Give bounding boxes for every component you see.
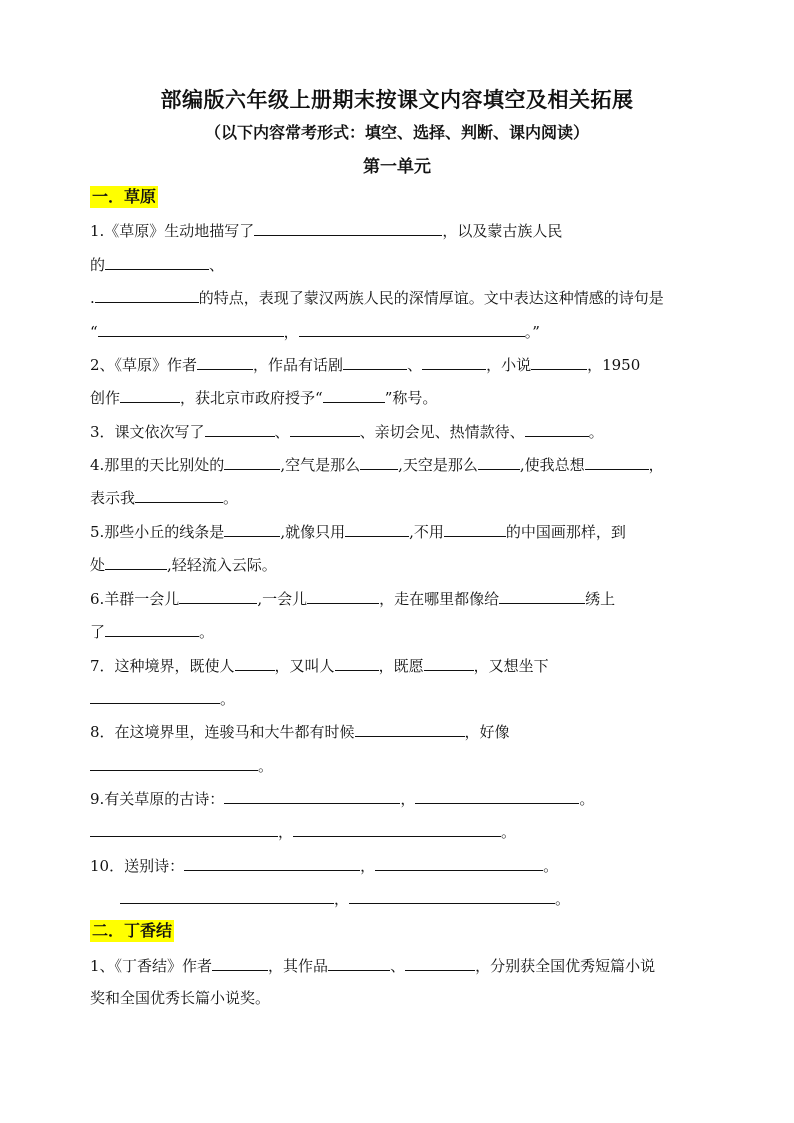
- question-text: 处: [90, 556, 106, 574]
- answer-blank: [205, 420, 275, 437]
- question-text: ,天空是那么: [398, 456, 478, 474]
- question-text: ，: [360, 857, 376, 875]
- question-text: 。: [223, 489, 239, 507]
- answer-blank: [375, 854, 543, 871]
- answer-blank: [525, 420, 589, 437]
- question-text: 。: [199, 623, 215, 641]
- question-text: ，获北京市政府授予“: [180, 389, 323, 407]
- answer-blank: [212, 954, 268, 971]
- question-line: [90, 453, 710, 476]
- question-text: ，以及蒙古族人民: [442, 222, 563, 240]
- question-line: [90, 486, 710, 509]
- answer-blank: [105, 253, 209, 270]
- question-text: 1.《草原》生动地描写了: [90, 222, 255, 240]
- question-text: ，作品有话剧: [253, 356, 344, 374]
- answer-blank: [105, 553, 167, 570]
- question-text: 、: [407, 356, 423, 374]
- answer-blank: [90, 754, 258, 771]
- question-line: [90, 286, 710, 309]
- question-line: [90, 620, 710, 643]
- question-text: 表示我: [90, 489, 136, 507]
- question-text: 、: [274, 423, 290, 441]
- question-line: [90, 654, 710, 677]
- answer-blank: [98, 320, 284, 337]
- question-text: 奖和全国优秀长篇小说奖。: [90, 989, 271, 1007]
- question-text: 的中国画那样，到: [505, 523, 626, 541]
- question-text: 6.羊群一会儿: [90, 590, 180, 608]
- question-text: 。: [258, 757, 274, 775]
- question-text: 、: [390, 957, 406, 975]
- question-text: 。: [555, 890, 571, 908]
- question-text: .: [90, 289, 95, 307]
- answer-blank: [422, 353, 486, 370]
- answer-blank: [184, 854, 360, 871]
- section-heading-caoyuan: 一．草原: [92, 187, 157, 206]
- question-text: 、亲切会见、热情款待、: [359, 423, 525, 441]
- question-text: ,一会儿: [257, 590, 308, 608]
- question-text: 2、《草原》作者: [90, 356, 198, 374]
- question-text: 9.有关草原的古诗：: [90, 790, 225, 808]
- question-text: 。”: [524, 323, 540, 341]
- answer-blank: [179, 587, 257, 604]
- question-line: [90, 320, 710, 343]
- page-title: 部编版六年级上册期末按课文内容填空及相关拓展: [160, 88, 634, 112]
- question-text: ,不用: [409, 523, 444, 541]
- question-line: [90, 854, 710, 877]
- question-text: ，好像: [464, 723, 510, 741]
- question-text: 的: [90, 256, 106, 274]
- question-text: ，: [334, 890, 350, 908]
- answer-blank: [95, 286, 199, 303]
- answer-blank: [197, 353, 253, 370]
- question-text: ，小说: [486, 356, 532, 374]
- question-line: [90, 386, 710, 409]
- answer-blank: [293, 820, 501, 837]
- answer-blank: [323, 386, 385, 403]
- question-text: ,就像只用: [280, 523, 346, 541]
- answer-blank: [224, 520, 280, 537]
- answer-blank: [307, 587, 379, 604]
- question-text: 。: [501, 823, 517, 841]
- question-line: [90, 219, 710, 242]
- answer-blank: [90, 820, 278, 837]
- question-text: ，: [648, 456, 664, 474]
- question-text: ，既愿: [378, 657, 424, 675]
- question-line: [90, 420, 710, 443]
- question-line: [90, 720, 710, 743]
- question-text: 绣上: [585, 590, 616, 608]
- section-heading-dingxiangjie: 二．丁香结: [92, 921, 173, 940]
- question-text: 创作: [90, 389, 121, 407]
- answer-blank: [531, 353, 587, 370]
- question-line: [90, 787, 710, 810]
- question-text: ，分别获全国优秀短篇小说: [475, 957, 656, 975]
- answer-blank: [405, 954, 475, 971]
- answer-blank: [299, 320, 525, 337]
- answer-blank: [585, 453, 649, 470]
- question-text: ,空气是那么: [280, 456, 361, 474]
- question-line: [90, 587, 710, 610]
- answer-blank: [235, 654, 275, 671]
- unit-heading: 第一单元: [363, 157, 431, 177]
- question-text: 10．送别诗：: [90, 857, 185, 875]
- question-text: ,使我总想: [519, 456, 585, 474]
- question-text: ,轻轻流入云际。: [167, 556, 277, 574]
- answer-blank: [345, 520, 409, 537]
- answer-blank: [444, 520, 506, 537]
- question-text: 。: [220, 690, 236, 708]
- question-line: [90, 820, 710, 843]
- answer-blank: [349, 887, 555, 904]
- answer-blank: [254, 219, 442, 236]
- question-text: ，其作品: [268, 957, 329, 975]
- question-line: [90, 353, 710, 376]
- answer-blank: [105, 620, 199, 637]
- question-line: [120, 887, 740, 910]
- page-subtitle: （以下内容常考形式：填空、选择、判断、课内阅读）: [204, 123, 589, 142]
- answer-blank: [499, 587, 585, 604]
- question-text: ，走在哪里都像给: [379, 590, 500, 608]
- question-line: [90, 987, 710, 1009]
- question-line: [90, 553, 710, 576]
- answer-blank: [328, 954, 390, 971]
- answer-blank: [355, 720, 465, 737]
- answer-blank: [224, 787, 400, 804]
- answer-blank: [120, 887, 334, 904]
- question-line: [90, 754, 710, 777]
- question-text: 的特点，表现了蒙汉两族人民的深情厚谊。文中表达这种情感的诗句是: [198, 289, 664, 307]
- question-text: 8．在这境界里，连骏马和大牛都有时候: [90, 723, 355, 741]
- question-line: [90, 520, 710, 543]
- answer-blank: [415, 787, 579, 804]
- question-text: ，: [283, 323, 299, 341]
- question-text: 了: [90, 623, 106, 641]
- answer-blank: [135, 486, 223, 503]
- question-text: ，: [400, 790, 416, 808]
- question-line: [90, 687, 710, 710]
- answer-blank: [335, 654, 379, 671]
- question-text: 3．课文依次写了: [90, 423, 205, 441]
- answer-blank: [90, 687, 220, 704]
- question-text: 1、《丁香结》作者: [90, 957, 213, 975]
- question-text: ，1950: [587, 356, 641, 374]
- question-text: 。: [579, 790, 595, 808]
- question-text: 4.那里的天比别处的: [90, 456, 225, 474]
- question-text: ，: [278, 823, 294, 841]
- question-text: ，又叫人: [274, 657, 335, 675]
- question-line: [90, 253, 710, 276]
- question-text: “: [90, 323, 98, 341]
- answer-blank: [224, 453, 280, 470]
- question-line: [90, 954, 710, 977]
- answer-blank: [360, 453, 398, 470]
- answer-blank: [343, 353, 407, 370]
- question-text: 。: [543, 857, 559, 875]
- question-text: 、: [209, 256, 225, 274]
- question-text: 。: [588, 423, 604, 441]
- answer-blank: [424, 654, 474, 671]
- answer-blank: [478, 453, 520, 470]
- question-text: ，又想坐下: [473, 657, 549, 675]
- answer-blank: [290, 420, 360, 437]
- question-text: 5.那些小丘的线条是: [90, 523, 225, 541]
- question-text: ”称号。: [384, 389, 438, 407]
- question-text: 7．这种境界，既使人: [90, 657, 235, 675]
- answer-blank: [120, 386, 180, 403]
